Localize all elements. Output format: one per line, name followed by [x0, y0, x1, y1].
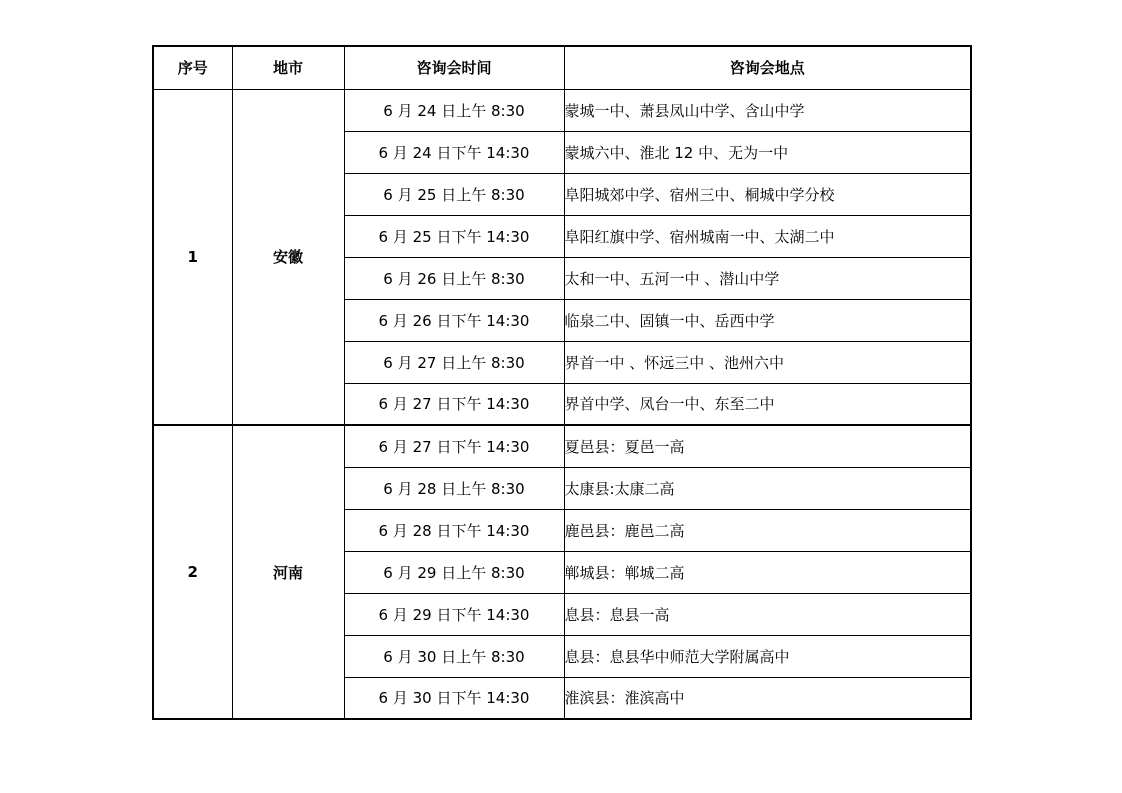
region-cell: 河南: [232, 425, 344, 719]
time-cell: 6 月 27 日上午 8:30: [344, 341, 564, 383]
location-cell: 息县：息县一高: [564, 593, 971, 635]
location-cell: 太康县:太康二高: [564, 467, 971, 509]
table-row: [153, 425, 971, 467]
time-cell: 6 月 28 日上午 8:30: [344, 467, 564, 509]
time-cell: 6 月 24 日下午 14:30: [344, 131, 564, 173]
location-cell: 界首中学、凤台一中、东至二中: [564, 383, 971, 425]
time-cell: 6 月 30 日下午 14:30: [344, 677, 564, 719]
time-cell: 6 月 29 日上午 8:30: [344, 551, 564, 593]
time-cell: 6 月 25 日上午 8:30: [344, 173, 564, 215]
location-cell: 太和一中、五河一中 、潜山中学: [564, 257, 971, 299]
time-cell: 6 月 26 日下午 14:30: [344, 299, 564, 341]
region-cell: 安徽: [232, 89, 344, 425]
schedule-table: [152, 45, 972, 720]
location-cell: 鹿邑县：鹿邑二高: [564, 509, 971, 551]
time-cell: 6 月 27 日下午 14:30: [344, 383, 564, 425]
header-region: 地市: [232, 46, 344, 89]
location-cell: 夏邑县：夏邑一高: [564, 425, 971, 467]
location-cell: 阜阳红旗中学、宿州城南一中、太湖二中: [564, 215, 971, 257]
location-cell: 蒙城一中、萧县凤山中学、含山中学: [564, 89, 971, 131]
time-cell: 6 月 25 日下午 14:30: [344, 215, 564, 257]
header-time: 咨询会时间: [344, 46, 564, 89]
location-cell: 郸城县：郸城二高: [564, 551, 971, 593]
schedule-body: [153, 89, 971, 719]
time-cell: 6 月 30 日上午 8:30: [344, 635, 564, 677]
header-seq: 序号: [153, 46, 232, 89]
time-cell: 6 月 28 日下午 14:30: [344, 509, 564, 551]
time-cell: 6 月 29 日下午 14:30: [344, 593, 564, 635]
header-row: [153, 46, 971, 89]
time-cell: 6 月 24 日上午 8:30: [344, 89, 564, 131]
location-cell: 蒙城六中、淮北 12 中、无为一中: [564, 131, 971, 173]
time-cell: 6 月 26 日上午 8:30: [344, 257, 564, 299]
location-cell: 临泉二中、固镇一中、岳西中学: [564, 299, 971, 341]
table-row: [153, 89, 971, 131]
seq-cell: 1: [153, 89, 232, 425]
location-cell: 息县：息县华中师范大学附属高中: [564, 635, 971, 677]
header-location: 咨询会地点: [564, 46, 971, 89]
location-cell: 界首一中 、怀远三中 、池州六中: [564, 341, 971, 383]
seq-cell: 2: [153, 425, 232, 719]
location-cell: 阜阳城郊中学、宿州三中、桐城中学分校: [564, 173, 971, 215]
location-cell: 淮滨县：淮滨高中: [564, 677, 971, 719]
time-cell: 6 月 27 日下午 14:30: [344, 425, 564, 467]
